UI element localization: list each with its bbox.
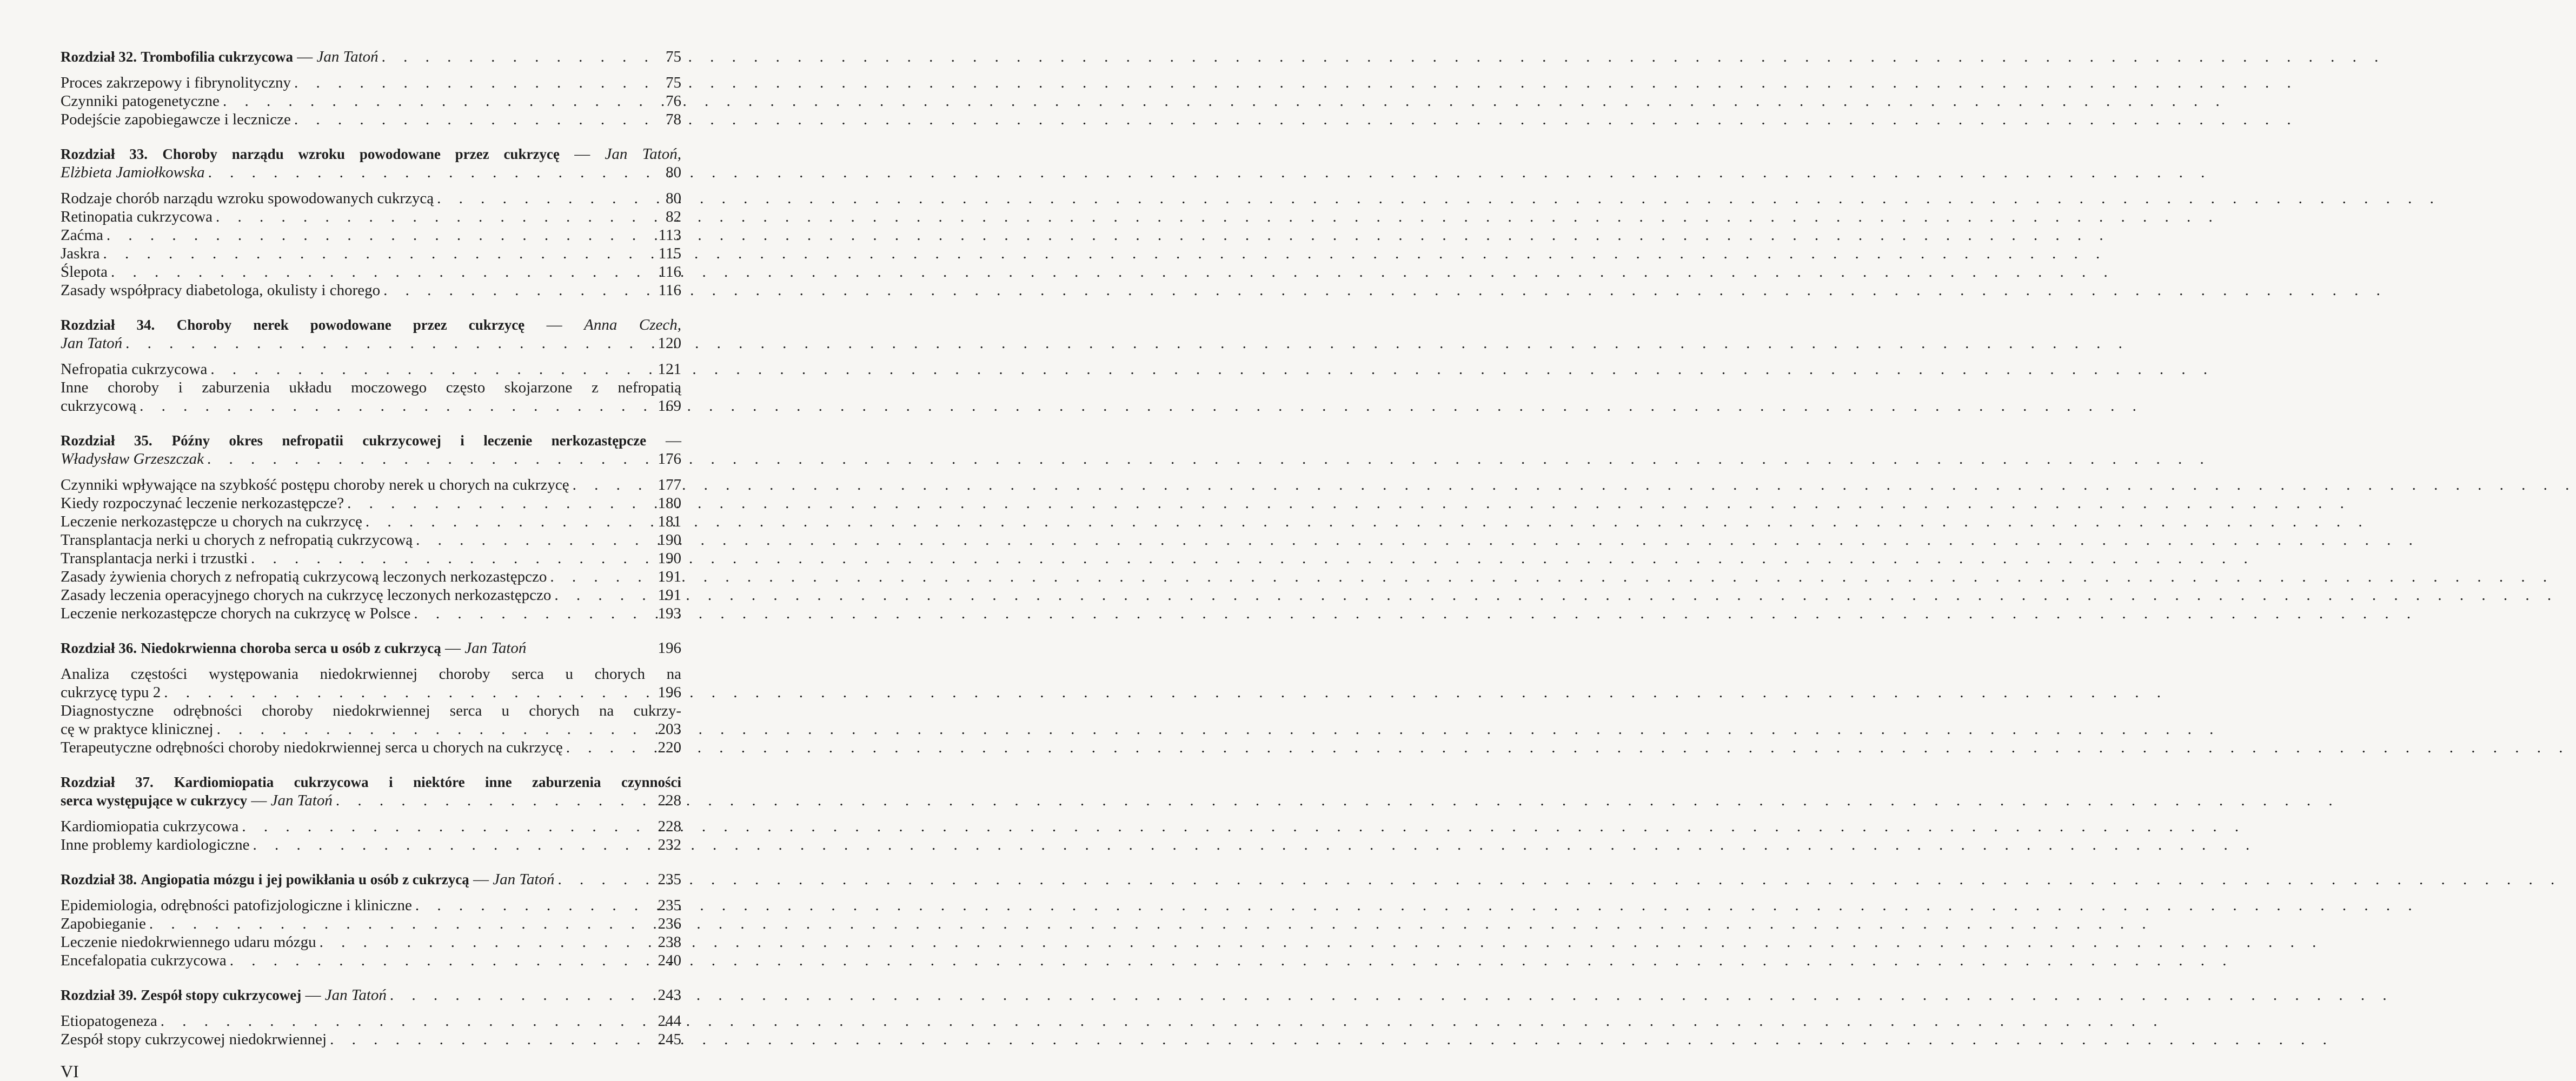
dot-leader bbox=[103, 244, 652, 263]
chapter-label: Rozdział 36. bbox=[61, 640, 137, 656]
chapter-author: Jan Tatoń, bbox=[605, 145, 681, 163]
dot-leader bbox=[294, 74, 652, 92]
entry-title: Zapobieganie bbox=[61, 915, 146, 932]
dot-leader bbox=[140, 397, 652, 415]
entry-title: Epidemiologia, odrębności patofizjologiczne i kliniczne bbox=[61, 897, 412, 914]
entry-title: Transplantacja nerki u chorych z nefropatią cukrzycową bbox=[61, 531, 413, 549]
toc-entry bbox=[61, 817, 681, 836]
entry-title: Czynniki patogenetyczne bbox=[61, 92, 220, 110]
page-number: 80 bbox=[666, 164, 681, 181]
page-number: 235 bbox=[658, 871, 681, 888]
toc-entry bbox=[61, 512, 681, 531]
page-number: 113 bbox=[658, 226, 681, 244]
dash: — bbox=[473, 871, 489, 888]
entry-title: Czynniki wpływające na szybkość postępu choroby nerek u chorych na cukrzycę bbox=[61, 476, 569, 493]
dot-leader bbox=[216, 208, 652, 226]
dot-leader bbox=[554, 586, 652, 604]
page-number: 76 bbox=[666, 92, 681, 110]
chapter-author: Władysław Grzeszczak bbox=[61, 450, 204, 468]
toc-entry bbox=[61, 568, 681, 586]
toc-entry bbox=[61, 360, 681, 378]
toc-entry bbox=[61, 281, 681, 299]
entry-title: Leczenie nerkozastępcze u chorych na cukrzycę bbox=[61, 513, 362, 530]
dot-leader bbox=[330, 1030, 652, 1049]
chapter-author: Elżbieta Jamiołkowska bbox=[61, 164, 205, 181]
chapter-author: Anna Czech, bbox=[584, 316, 682, 333]
dot-leader bbox=[111, 263, 652, 281]
dot-leader bbox=[347, 494, 652, 512]
toc-entry bbox=[61, 836, 681, 854]
dot-leader bbox=[217, 720, 652, 738]
page-number: 120 bbox=[658, 335, 681, 352]
dot-leader bbox=[149, 915, 652, 933]
dot-leader bbox=[437, 189, 652, 208]
dot-leader bbox=[390, 986, 652, 1004]
page-number: 190 bbox=[658, 531, 681, 549]
chapter-label: Rozdział 38. bbox=[61, 871, 137, 888]
dot-leader bbox=[242, 817, 652, 836]
toc-entry bbox=[61, 476, 681, 494]
dot-leader bbox=[253, 836, 653, 854]
entry-title: Zaćma bbox=[61, 226, 103, 244]
entry-title: Leczenie niedokrwiennego udaru mózgu bbox=[61, 933, 316, 951]
dash: — bbox=[305, 986, 321, 1004]
chapter-37 bbox=[61, 773, 681, 854]
chapter-label: Rozdział 35. bbox=[61, 432, 152, 449]
dash: — bbox=[666, 432, 681, 449]
entry-title: Nefropatia cukrzycowa bbox=[61, 361, 208, 378]
entry-title: Diagnostyczne odrębności choroby niedokrwiennej serca u chorych na cukrzy- bbox=[61, 702, 681, 719]
page-number: 80 bbox=[666, 190, 681, 207]
dot-leader bbox=[415, 896, 652, 915]
chapter-author: Jan Tatoń bbox=[316, 48, 379, 65]
entry-title: Etiopatogeneza bbox=[61, 1012, 157, 1030]
page-number: 228 bbox=[658, 818, 681, 835]
dot-leader bbox=[230, 951, 652, 970]
dot-leader bbox=[294, 110, 652, 129]
dot-leader bbox=[414, 604, 652, 623]
toc-entry bbox=[61, 494, 681, 512]
page-number: 244 bbox=[658, 1012, 681, 1030]
page-number: 193 bbox=[658, 605, 681, 622]
page-number: 181 bbox=[658, 513, 681, 530]
page-number: 245 bbox=[658, 1031, 681, 1048]
toc-entry bbox=[61, 74, 681, 92]
chapter-heading bbox=[61, 986, 681, 1004]
page-number: 177 bbox=[658, 476, 681, 493]
entry-title: Transplantacja nerki i trzustki bbox=[61, 550, 248, 567]
dot-leader bbox=[416, 531, 652, 549]
chapter-38 bbox=[61, 870, 681, 970]
entry-title-cont: cukrzycową bbox=[61, 397, 137, 415]
dot-leader bbox=[382, 48, 652, 66]
dot-leader bbox=[207, 450, 652, 468]
dash: — bbox=[546, 316, 562, 333]
entry-title: Rodzaje chorób narządu wzroku spowodowanych cukrzycą bbox=[61, 190, 434, 207]
toc-entry bbox=[61, 263, 681, 281]
entry-title: Kiedy rozpoczynać leczenie nerkozastępcze? bbox=[61, 495, 344, 512]
chapter-title: Choroby nerek powodowane przez cukrzycę bbox=[176, 317, 525, 333]
chapter-author: Jan Tatoń bbox=[493, 871, 555, 888]
page-number: 196 bbox=[658, 639, 681, 657]
chapter-title: Choroby narządu wzroku powodowane przez cukrzycę bbox=[162, 146, 560, 162]
toc-entry bbox=[61, 665, 681, 702]
chapter-34 bbox=[61, 316, 681, 415]
chapter-title-cont: serca występujące w cukrzycy bbox=[61, 792, 248, 809]
page-number: 240 bbox=[658, 952, 681, 969]
toc-entry bbox=[61, 189, 681, 208]
chapter-heading bbox=[61, 316, 681, 352]
entry-title: Terapeutyczne odrębności choroby niedokrwiennej serca u chorych na cukrzycę bbox=[61, 739, 563, 756]
toc-entry bbox=[61, 378, 681, 415]
page-number: 235 bbox=[658, 897, 681, 914]
entry-title: Inne problemy kardiologiczne bbox=[61, 836, 250, 853]
chapter-32 bbox=[61, 48, 681, 129]
chapter-author: Jan Tatoń bbox=[61, 335, 123, 352]
chapter-label: Rozdział 34. bbox=[61, 317, 155, 333]
chapter-36 bbox=[61, 639, 681, 757]
chapter-label: Rozdział 39. bbox=[61, 987, 137, 1003]
toc-entry bbox=[61, 110, 681, 129]
chapter-author: Jan Tatoń bbox=[464, 639, 527, 657]
chapter-35 bbox=[61, 431, 681, 623]
dot-leader bbox=[573, 476, 652, 494]
dash: — bbox=[251, 792, 267, 809]
entry-title: Zasady leczenia operacyjnego chorych na cukrzycę leczonych nerkozastępczo bbox=[61, 586, 552, 604]
dash: — bbox=[445, 639, 461, 657]
page-number: 121 bbox=[658, 361, 681, 378]
page-number: 115 bbox=[658, 245, 681, 262]
chapter-title: Późny okres nefropatii cukrzycowej i leczenie nerkozastępcze bbox=[171, 432, 647, 449]
page-number: 228 bbox=[658, 792, 681, 809]
entry-title: Leczenie nerkozastępcze chorych na cukrzycę w Polsce bbox=[61, 605, 411, 622]
dot-leader bbox=[383, 281, 652, 299]
toc-entry bbox=[61, 531, 681, 549]
dot-leader bbox=[125, 334, 652, 352]
toc-entry bbox=[61, 92, 681, 110]
chapter-heading bbox=[61, 431, 681, 468]
dash: — bbox=[297, 48, 313, 65]
entry-title: Inne choroby i zaburzenia układu moczowego często skojarzone z nefropatią bbox=[61, 379, 681, 396]
chapter-title: Kardiomiopatia cukrzycowa i niektóre inne zaburzenia czynności bbox=[174, 774, 681, 790]
entry-title-cont: cukrzycę typu 2 bbox=[61, 684, 161, 701]
chapter-33 bbox=[61, 145, 681, 299]
toc-entry bbox=[61, 1012, 681, 1030]
toc-entry bbox=[61, 738, 681, 757]
chapter-heading bbox=[61, 773, 681, 810]
page-number: 243 bbox=[658, 986, 681, 1004]
chapter-title: Zespół stopy cukrzycowej bbox=[141, 987, 302, 1003]
page-number: 75 bbox=[666, 48, 681, 65]
page-number: 116 bbox=[658, 263, 681, 281]
toc-entry bbox=[61, 933, 681, 951]
chapter-label: Rozdział 37. bbox=[61, 774, 154, 790]
dot-leader bbox=[336, 791, 652, 810]
dot-leader bbox=[566, 738, 652, 757]
toc-entry bbox=[61, 226, 681, 244]
page-number: 116 bbox=[658, 282, 681, 299]
entry-title: Zasady współpracy diabetologa, okulisty i chorego bbox=[61, 282, 381, 299]
entry-title: Proces zakrzepowy i fibrynolityczny bbox=[61, 74, 291, 91]
page-number: 75 bbox=[666, 74, 681, 91]
toc-entry bbox=[61, 951, 681, 970]
dot-leader bbox=[223, 92, 652, 110]
dot-leader bbox=[161, 1012, 652, 1030]
dot-leader bbox=[550, 568, 652, 586]
page-number: 190 bbox=[658, 550, 681, 567]
chapter-heading bbox=[61, 145, 681, 182]
page-number: 196 bbox=[658, 684, 681, 701]
page-number: 78 bbox=[666, 111, 681, 128]
entry-title: Jaskra bbox=[61, 245, 100, 262]
page-number: 191 bbox=[658, 586, 681, 604]
chapter-39 bbox=[61, 986, 681, 1049]
toc-entry bbox=[61, 244, 681, 263]
entry-title: Analiza częstości występowania niedokrwiennej choroby serca u chorych na bbox=[61, 665, 681, 683]
toc-entry bbox=[61, 1030, 681, 1049]
dot-leader bbox=[557, 870, 652, 889]
page-number: 169 bbox=[658, 397, 681, 415]
entry-title: Encefalopatia cukrzycowa bbox=[61, 952, 227, 969]
chapter-author: Jan Tatoń bbox=[270, 792, 333, 809]
entry-title: Kardiomiopatia cukrzycowa bbox=[61, 818, 239, 835]
dash: — bbox=[574, 145, 590, 163]
entry-title: Retinopatia cukrzycowa bbox=[61, 208, 213, 225]
toc-entry bbox=[61, 915, 681, 933]
dot-leader bbox=[208, 163, 652, 182]
table-of-contents bbox=[61, 48, 681, 1065]
dot-leader bbox=[164, 683, 652, 702]
dot-leader bbox=[320, 933, 652, 951]
entry-title: Ślepota bbox=[61, 263, 108, 281]
entry-title: Zasady żywienia chorych z nefropatią cukrzycową leczonych nerkozastępczo bbox=[61, 568, 547, 585]
dot-leader bbox=[366, 512, 652, 531]
chapter-author: Jan Tatoń bbox=[324, 986, 387, 1004]
toc-entry bbox=[61, 208, 681, 226]
page-number: 191 bbox=[658, 568, 681, 585]
dot-leader bbox=[107, 226, 652, 244]
page-number: 176 bbox=[658, 450, 681, 468]
toc-entry bbox=[61, 549, 681, 568]
toc-entry bbox=[61, 896, 681, 915]
entry-title: Zespół stopy cukrzycowej niedokrwiennej bbox=[61, 1031, 327, 1048]
page-footer-number: VI bbox=[61, 1062, 79, 1081]
toc-entry bbox=[61, 586, 681, 604]
chapter-title: Trombofilia cukrzycowa bbox=[141, 49, 293, 65]
page-number: 232 bbox=[658, 836, 681, 853]
chapter-label: Rozdział 33. bbox=[61, 146, 148, 162]
chapter-heading bbox=[61, 48, 681, 66]
entry-title-cont: cę w praktyce klinicznej bbox=[61, 720, 214, 738]
dot-leader bbox=[210, 360, 652, 378]
toc-entry bbox=[61, 604, 681, 623]
chapter-heading bbox=[61, 870, 681, 889]
page-number: 180 bbox=[658, 495, 681, 512]
page-number: 236 bbox=[658, 915, 681, 932]
chapter-label: Rozdział 32. bbox=[61, 49, 137, 65]
page-number: 220 bbox=[658, 739, 681, 756]
chapter-title: Niedokrwienna choroba serca u osób z cukrzycą bbox=[141, 640, 441, 656]
entry-title: Podejście zapobiegawcze i lecznicze bbox=[61, 111, 291, 128]
page-number: 82 bbox=[666, 208, 681, 225]
chapter-heading bbox=[61, 639, 681, 657]
page-number: 238 bbox=[658, 933, 681, 951]
chapter-title: Angiopatia mózgu i jej powikłania u osób z cukrzycą bbox=[141, 871, 469, 888]
page-number: 203 bbox=[658, 720, 681, 738]
dot-leader bbox=[251, 549, 652, 568]
toc-entry bbox=[61, 702, 681, 738]
